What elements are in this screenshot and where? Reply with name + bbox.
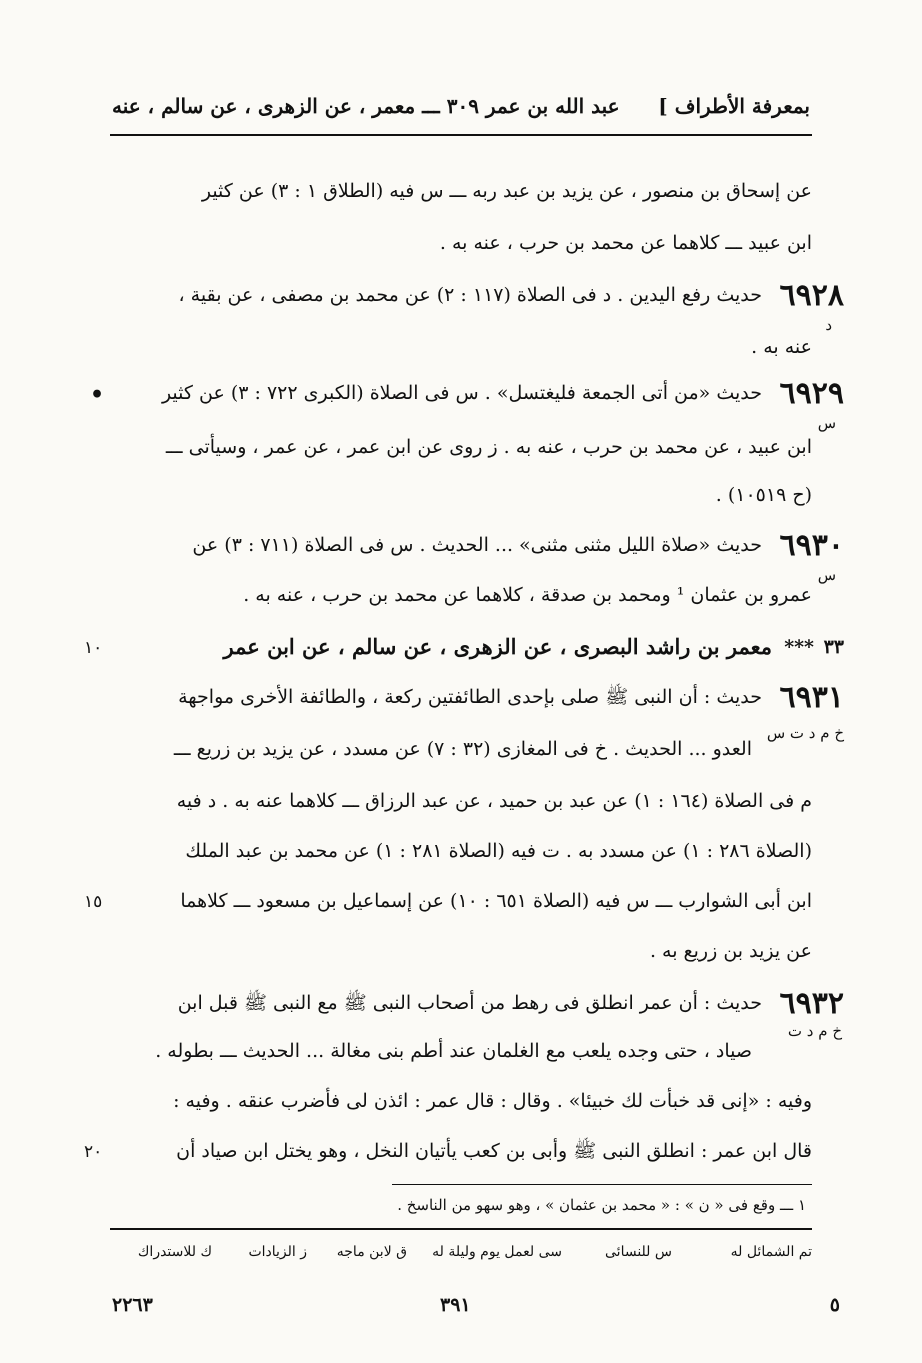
hadith-number-6928: ٦٩٢٨ [779,278,844,313]
footer-print-number: ٢٢٦٣ [112,1294,153,1316]
hadith-6931-line-3: م فى الصلاة (١٦٤ : ١) عن عبد بن حميد ، عن عبد الرزاق ـــ كلاهما عنه به . د فيه [176,790,812,812]
legend-item-shamail: تم الشمائل له [730,1244,812,1260]
hadith-6932-sigla: خ م د ت [787,1022,842,1040]
footnote-text: ١ ـــ وقع فى « ن » : « محمد بن عثمان » ، وهو سهو من الناسخ . [397,1196,806,1214]
section-stars: *** [784,636,814,658]
hadith-6931-line-6: عن يزيد بن زريع به . [649,940,812,962]
hadith-6929-siglum: س [817,414,836,432]
hadith-6930-siglum: س [817,566,836,584]
section-number: ٣٣ [823,636,844,658]
section-title: معمر بن راشد البصرى ، عن الزهرى ، عن سالم ، عن ابن عمر [223,634,772,659]
bullet-marker: • [90,382,105,408]
hadith-6931-line-5: ابن أبى الشوارب ـــ س فيه (الصلاة ٦٥١ : ١٠) عن إسماعيل بن مسعود ـــ كلاهما [180,890,812,912]
footer-volume-number: ٥ [829,1294,840,1316]
hadith-6931-line-4: (الصلاة ٢٨٦ : ١) عن مسدد به . ت فيه (الصلاة ٢٨١ : ١) عن محمد بن عبد الملك [185,840,812,862]
hadith-6931-sigla: خ م د ت س [766,724,844,742]
header-rule [110,134,812,136]
hadith-6932-line-2: صياد ، حتى وجده يلعب مع الغلمان عند أطم بنى مغالة ... الحديث ـــ بطوله . [155,1040,752,1062]
hadith-6931-line-1: حديث : أن النبى ﷺ صلى بإحدى الطائفتين ركعة ، والطائفة الأخرى مواجهة [178,686,762,708]
hadith-6929-line-1: حديث «من أتى الجمعة فليغتسل» . س فى الصلاة (الكبرى ٧٢٢ : ٣) عن كثير [161,382,762,404]
hadith-6932-line-4: قال ابن عمر : انطلق النبى ﷺ وأبى بن كعب يأتيان النخل ، وهو يختل ابن صياد أن [176,1140,812,1162]
page-number: ٣٩١ [440,1294,471,1316]
line-number-20: ٢٠ [84,1142,103,1162]
line-number-10: ١٠ [84,638,103,658]
hadith-number-6929: ٦٩٢٩ [779,376,844,411]
legend-item-istidrak: ك للاستدراك [137,1244,212,1260]
intro-line-1: عن إسحاق بن منصور ، عن يزيد بن عبد ربه ـــ س فيه (الطلاق ١ : ٣) عن كثير [201,180,812,202]
legend-rule [110,1228,812,1230]
hadith-6931-line-2: العدو ... الحديث . خ فى المغازى (٣٢ : ٧) عن مسدد ، عن يزيد بن زريع ـــ [173,738,752,760]
hadith-6930-line-1: حديث «صلاة الليل مثنى مثنى» ... الحديث . س فى الصلاة (٧١١ : ٣) عن [192,534,762,556]
header-running-title: عبد الله بن عمر ٣٠٩ ـــ معمر ، عن الزهرى ، عن سالم ، عنه [112,94,620,118]
hadith-number-6931: ٦٩٣١ [779,680,844,715]
legend-item-amal-yawm: سى لعمل يوم وليلة له [432,1244,562,1260]
line-number-15: ١٥ [84,892,103,912]
hadith-6932-line-3: وفيه : «إنى قد خبأت لك خبيئا» . وقال : قال عمر : ائذن لى فأضرب عنقه . وفيه : [173,1090,812,1112]
hadith-6930-line-2: عمرو بن عثمان ¹ ومحمد بن صدقة ، كلاهما عن محمد بن حرب ، عنه به . [243,584,812,606]
hadith-6928-siglum: د [825,316,832,334]
hadith-6929-line-3: (ح ١٠٥١٩) . [715,484,812,506]
hadith-number-6930: ٦٩٣٠ [779,528,844,563]
intro-line-2: ابن عبيد ـــ كلاهما عن محمد بن حرب ، عنه به . [439,232,812,254]
legend-item-nasai: س للنسائى [605,1244,672,1260]
hadith-6929-line-2: ابن عبيد ، عن محمد بن حرب ، عنه به . ز روى عن ابن عمر ، عن عمر ، وسيأتى ـــ [165,436,812,458]
header-book-title: بمعرفة الأطراف ] [658,94,810,118]
hadith-6928-line-2: عنه به . [751,336,812,358]
hadith-6928-line-1: حديث رفع اليدين . د فى الصلاة (١١٧ : ٢) عن محمد بن مصفى ، عن بقية ، [178,284,762,306]
legend-item-ziyadat: ز الزيادات [248,1244,307,1260]
hadith-number-6932: ٦٩٣٢ [779,986,844,1021]
legend-item-ibn-majah: ق لابن ماجه [336,1244,407,1260]
footnote-rule [392,1184,812,1185]
hadith-6932-line-1: حديث : أن عمر انطلق فى رهط من أصحاب النبى ﷺ مع النبى ﷺ قبل ابن [177,992,762,1014]
